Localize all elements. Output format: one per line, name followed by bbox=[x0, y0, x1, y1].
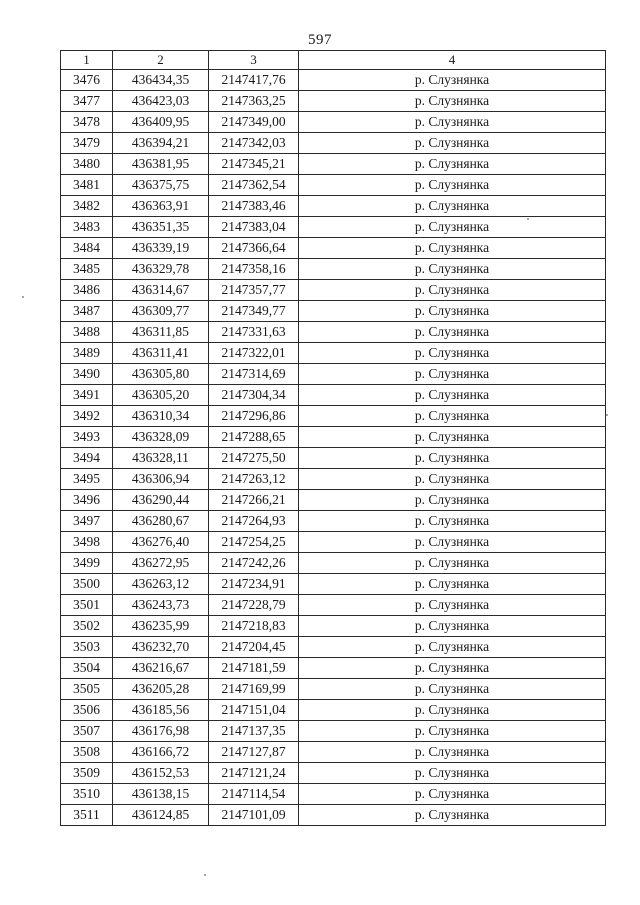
description-cell: р. Слузнянка bbox=[299, 301, 606, 322]
y-coordinate-cell: 2147417,76 bbox=[209, 70, 299, 91]
description-cell: р. Слузнянка bbox=[299, 784, 606, 805]
point-number-cell: 3485 bbox=[61, 259, 113, 280]
point-number-cell: 3490 bbox=[61, 364, 113, 385]
y-coordinate-cell: 2147242,26 bbox=[209, 553, 299, 574]
table-row bbox=[61, 154, 606, 175]
y-coordinate-cell: 2147345,21 bbox=[209, 154, 299, 175]
table-row bbox=[61, 385, 606, 406]
x-coordinate-cell: 436263,12 bbox=[113, 574, 209, 595]
description-cell: р. Слузнянка bbox=[299, 679, 606, 700]
description-cell: р. Слузнянка bbox=[299, 280, 606, 301]
description-cell: р. Слузнянка bbox=[299, 805, 606, 826]
y-coordinate-cell: 2147234,91 bbox=[209, 574, 299, 595]
y-coordinate-cell: 2147342,03 bbox=[209, 133, 299, 154]
description-cell: р. Слузнянка bbox=[299, 511, 606, 532]
point-number-cell: 3484 bbox=[61, 238, 113, 259]
point-number-cell: 3493 bbox=[61, 427, 113, 448]
x-coordinate-cell: 436290,44 bbox=[113, 490, 209, 511]
point-number-cell: 3495 bbox=[61, 469, 113, 490]
table-row bbox=[61, 574, 606, 595]
point-number-cell: 3504 bbox=[61, 658, 113, 679]
y-coordinate-cell: 2147358,16 bbox=[209, 259, 299, 280]
x-coordinate-cell: 436152,53 bbox=[113, 763, 209, 784]
description-cell: р. Слузнянка bbox=[299, 532, 606, 553]
description-cell: р. Слузнянка bbox=[299, 721, 606, 742]
point-number-cell: 3481 bbox=[61, 175, 113, 196]
y-coordinate-cell: 2147288,65 bbox=[209, 427, 299, 448]
y-coordinate-cell: 2147137,35 bbox=[209, 721, 299, 742]
point-number-cell: 3487 bbox=[61, 301, 113, 322]
description-cell: р. Слузнянка bbox=[299, 448, 606, 469]
x-coordinate-cell: 436434,35 bbox=[113, 70, 209, 91]
scan-speck bbox=[22, 296, 24, 298]
description-cell: р. Слузнянка bbox=[299, 154, 606, 175]
description-cell: р. Слузнянка bbox=[299, 322, 606, 343]
description-cell: р. Слузнянка bbox=[299, 364, 606, 385]
table-row bbox=[61, 175, 606, 196]
x-coordinate-cell: 436375,75 bbox=[113, 175, 209, 196]
description-cell: р. Слузнянка bbox=[299, 133, 606, 154]
table-row bbox=[61, 364, 606, 385]
table-row bbox=[61, 133, 606, 154]
table-row bbox=[61, 532, 606, 553]
y-coordinate-cell: 2147127,87 bbox=[209, 742, 299, 763]
x-coordinate-cell: 436235,99 bbox=[113, 616, 209, 637]
description-cell: р. Слузнянка bbox=[299, 700, 606, 721]
point-number-cell: 3500 bbox=[61, 574, 113, 595]
x-coordinate-cell: 436138,15 bbox=[113, 784, 209, 805]
table-row bbox=[61, 301, 606, 322]
point-number-cell: 3494 bbox=[61, 448, 113, 469]
x-coordinate-cell: 436314,67 bbox=[113, 280, 209, 301]
table-row bbox=[61, 679, 606, 700]
table-row bbox=[61, 469, 606, 490]
description-cell: р. Слузнянка bbox=[299, 574, 606, 595]
y-coordinate-cell: 2147254,25 bbox=[209, 532, 299, 553]
header-cell-col-3: 3 bbox=[209, 51, 299, 70]
y-coordinate-cell: 2147349,77 bbox=[209, 301, 299, 322]
table-row bbox=[61, 259, 606, 280]
x-coordinate-cell: 436305,20 bbox=[113, 385, 209, 406]
x-coordinate-cell: 436272,95 bbox=[113, 553, 209, 574]
x-coordinate-cell: 436423,03 bbox=[113, 91, 209, 112]
table-row bbox=[61, 196, 606, 217]
y-coordinate-cell: 2147263,12 bbox=[209, 469, 299, 490]
table-row bbox=[61, 595, 606, 616]
y-coordinate-cell: 2147218,83 bbox=[209, 616, 299, 637]
x-coordinate-cell: 436205,28 bbox=[113, 679, 209, 700]
y-coordinate-cell: 2147304,34 bbox=[209, 385, 299, 406]
coordinates-table bbox=[60, 50, 606, 826]
description-cell: р. Слузнянка bbox=[299, 616, 606, 637]
table-row bbox=[61, 280, 606, 301]
x-coordinate-cell: 436339,19 bbox=[113, 238, 209, 259]
x-coordinate-cell: 436309,77 bbox=[113, 301, 209, 322]
description-cell: р. Слузнянка bbox=[299, 427, 606, 448]
table-row bbox=[61, 763, 606, 784]
point-number-cell: 3499 bbox=[61, 553, 113, 574]
table-body bbox=[61, 70, 606, 826]
y-coordinate-cell: 2147228,79 bbox=[209, 595, 299, 616]
x-coordinate-cell: 436166,72 bbox=[113, 742, 209, 763]
x-coordinate-cell: 436176,98 bbox=[113, 721, 209, 742]
x-coordinate-cell: 436232,70 bbox=[113, 637, 209, 658]
table-row bbox=[61, 322, 606, 343]
y-coordinate-cell: 2147331,63 bbox=[209, 322, 299, 343]
x-coordinate-cell: 436328,11 bbox=[113, 448, 209, 469]
point-number-cell: 3476 bbox=[61, 70, 113, 91]
y-coordinate-cell: 2147114,54 bbox=[209, 784, 299, 805]
table-row bbox=[61, 490, 606, 511]
y-coordinate-cell: 2147296,86 bbox=[209, 406, 299, 427]
header-cell-col-2: 2 bbox=[113, 51, 209, 70]
x-coordinate-cell: 436216,67 bbox=[113, 658, 209, 679]
point-number-cell: 3508 bbox=[61, 742, 113, 763]
table-row bbox=[61, 511, 606, 532]
description-cell: р. Слузнянка bbox=[299, 763, 606, 784]
y-coordinate-cell: 2147181,59 bbox=[209, 658, 299, 679]
y-coordinate-cell: 2147366,64 bbox=[209, 238, 299, 259]
point-number-cell: 3486 bbox=[61, 280, 113, 301]
x-coordinate-cell: 436311,85 bbox=[113, 322, 209, 343]
description-cell: р. Слузнянка bbox=[299, 238, 606, 259]
x-coordinate-cell: 436243,73 bbox=[113, 595, 209, 616]
x-coordinate-cell: 436328,09 bbox=[113, 427, 209, 448]
table-row bbox=[61, 343, 606, 364]
point-number-cell: 3496 bbox=[61, 490, 113, 511]
x-coordinate-cell: 436311,41 bbox=[113, 343, 209, 364]
point-number-cell: 3507 bbox=[61, 721, 113, 742]
description-cell: р. Слузнянка bbox=[299, 658, 606, 679]
description-cell: р. Слузнянка bbox=[299, 742, 606, 763]
x-coordinate-cell: 436306,94 bbox=[113, 469, 209, 490]
y-coordinate-cell: 2147362,54 bbox=[209, 175, 299, 196]
y-coordinate-cell: 2147169,99 bbox=[209, 679, 299, 700]
description-cell: р. Слузнянка bbox=[299, 637, 606, 658]
x-coordinate-cell: 436280,67 bbox=[113, 511, 209, 532]
point-number-cell: 3503 bbox=[61, 637, 113, 658]
point-number-cell: 3506 bbox=[61, 700, 113, 721]
y-coordinate-cell: 2147357,77 bbox=[209, 280, 299, 301]
x-coordinate-cell: 436276,40 bbox=[113, 532, 209, 553]
point-number-cell: 3510 bbox=[61, 784, 113, 805]
table-row bbox=[61, 784, 606, 805]
x-coordinate-cell: 436363,91 bbox=[113, 196, 209, 217]
point-number-cell: 3511 bbox=[61, 805, 113, 826]
description-cell: р. Слузнянка bbox=[299, 91, 606, 112]
y-coordinate-cell: 2147121,24 bbox=[209, 763, 299, 784]
scan-speck bbox=[606, 414, 608, 416]
table-row bbox=[61, 805, 606, 826]
x-coordinate-cell: 436310,34 bbox=[113, 406, 209, 427]
table-row bbox=[61, 406, 606, 427]
y-coordinate-cell: 2147383,04 bbox=[209, 217, 299, 238]
y-coordinate-cell: 2147349,00 bbox=[209, 112, 299, 133]
point-number-cell: 3489 bbox=[61, 343, 113, 364]
point-number-cell: 3491 bbox=[61, 385, 113, 406]
table-row bbox=[61, 742, 606, 763]
y-coordinate-cell: 2147383,46 bbox=[209, 196, 299, 217]
point-number-cell: 3498 bbox=[61, 532, 113, 553]
description-cell: р. Слузнянка bbox=[299, 196, 606, 217]
header-cell-col-1: 1 bbox=[61, 51, 113, 70]
x-coordinate-cell: 436351,35 bbox=[113, 217, 209, 238]
table-row bbox=[61, 721, 606, 742]
point-number-cell: 3480 bbox=[61, 154, 113, 175]
description-cell: р. Слузнянка bbox=[299, 553, 606, 574]
description-cell: р. Слузнянка bbox=[299, 70, 606, 91]
table-row bbox=[61, 700, 606, 721]
table-row bbox=[61, 91, 606, 112]
description-cell: р. Слузнянка bbox=[299, 385, 606, 406]
point-number-cell: 3509 bbox=[61, 763, 113, 784]
table-row bbox=[61, 112, 606, 133]
point-number-cell: 3483 bbox=[61, 217, 113, 238]
x-coordinate-cell: 436329,78 bbox=[113, 259, 209, 280]
table-row bbox=[61, 448, 606, 469]
scan-speck bbox=[527, 218, 529, 220]
description-cell: р. Слузнянка bbox=[299, 406, 606, 427]
point-number-cell: 3492 bbox=[61, 406, 113, 427]
x-coordinate-cell: 436124,85 bbox=[113, 805, 209, 826]
description-cell: р. Слузнянка bbox=[299, 490, 606, 511]
point-number-cell: 3488 bbox=[61, 322, 113, 343]
table-row bbox=[61, 637, 606, 658]
y-coordinate-cell: 2147151,04 bbox=[209, 700, 299, 721]
point-number-cell: 3505 bbox=[61, 679, 113, 700]
header-row bbox=[61, 51, 606, 70]
point-number-cell: 3478 bbox=[61, 112, 113, 133]
point-number-cell: 3477 bbox=[61, 91, 113, 112]
page-number: 597 bbox=[308, 32, 332, 48]
table-row bbox=[61, 658, 606, 679]
y-coordinate-cell: 2147314,69 bbox=[209, 364, 299, 385]
y-coordinate-cell: 2147266,21 bbox=[209, 490, 299, 511]
y-coordinate-cell: 2147322,01 bbox=[209, 343, 299, 364]
table-row bbox=[61, 217, 606, 238]
table-row bbox=[61, 238, 606, 259]
x-coordinate-cell: 436305,80 bbox=[113, 364, 209, 385]
description-cell: р. Слузнянка bbox=[299, 259, 606, 280]
description-cell: р. Слузнянка bbox=[299, 175, 606, 196]
point-number-cell: 3497 bbox=[61, 511, 113, 532]
description-cell: р. Слузнянка bbox=[299, 469, 606, 490]
table-row bbox=[61, 427, 606, 448]
y-coordinate-cell: 2147275,50 bbox=[209, 448, 299, 469]
x-coordinate-cell: 436409,95 bbox=[113, 112, 209, 133]
description-cell: р. Слузнянка bbox=[299, 112, 606, 133]
table-row bbox=[61, 553, 606, 574]
header-cell-col-4: 4 bbox=[299, 51, 606, 70]
description-cell: р. Слузнянка bbox=[299, 343, 606, 364]
point-number-cell: 3479 bbox=[61, 133, 113, 154]
y-coordinate-cell: 2147204,45 bbox=[209, 637, 299, 658]
point-number-cell: 3501 bbox=[61, 595, 113, 616]
description-cell: р. Слузнянка bbox=[299, 217, 606, 238]
table-row bbox=[61, 70, 606, 91]
x-coordinate-cell: 436185,56 bbox=[113, 700, 209, 721]
x-coordinate-cell: 436381,95 bbox=[113, 154, 209, 175]
point-number-cell: 3482 bbox=[61, 196, 113, 217]
description-cell: р. Слузнянка bbox=[299, 595, 606, 616]
y-coordinate-cell: 2147101,09 bbox=[209, 805, 299, 826]
x-coordinate-cell: 436394,21 bbox=[113, 133, 209, 154]
point-number-cell: 3502 bbox=[61, 616, 113, 637]
y-coordinate-cell: 2147264,93 bbox=[209, 511, 299, 532]
scan-speck bbox=[204, 874, 206, 876]
y-coordinate-cell: 2147363,25 bbox=[209, 91, 299, 112]
table-row bbox=[61, 616, 606, 637]
